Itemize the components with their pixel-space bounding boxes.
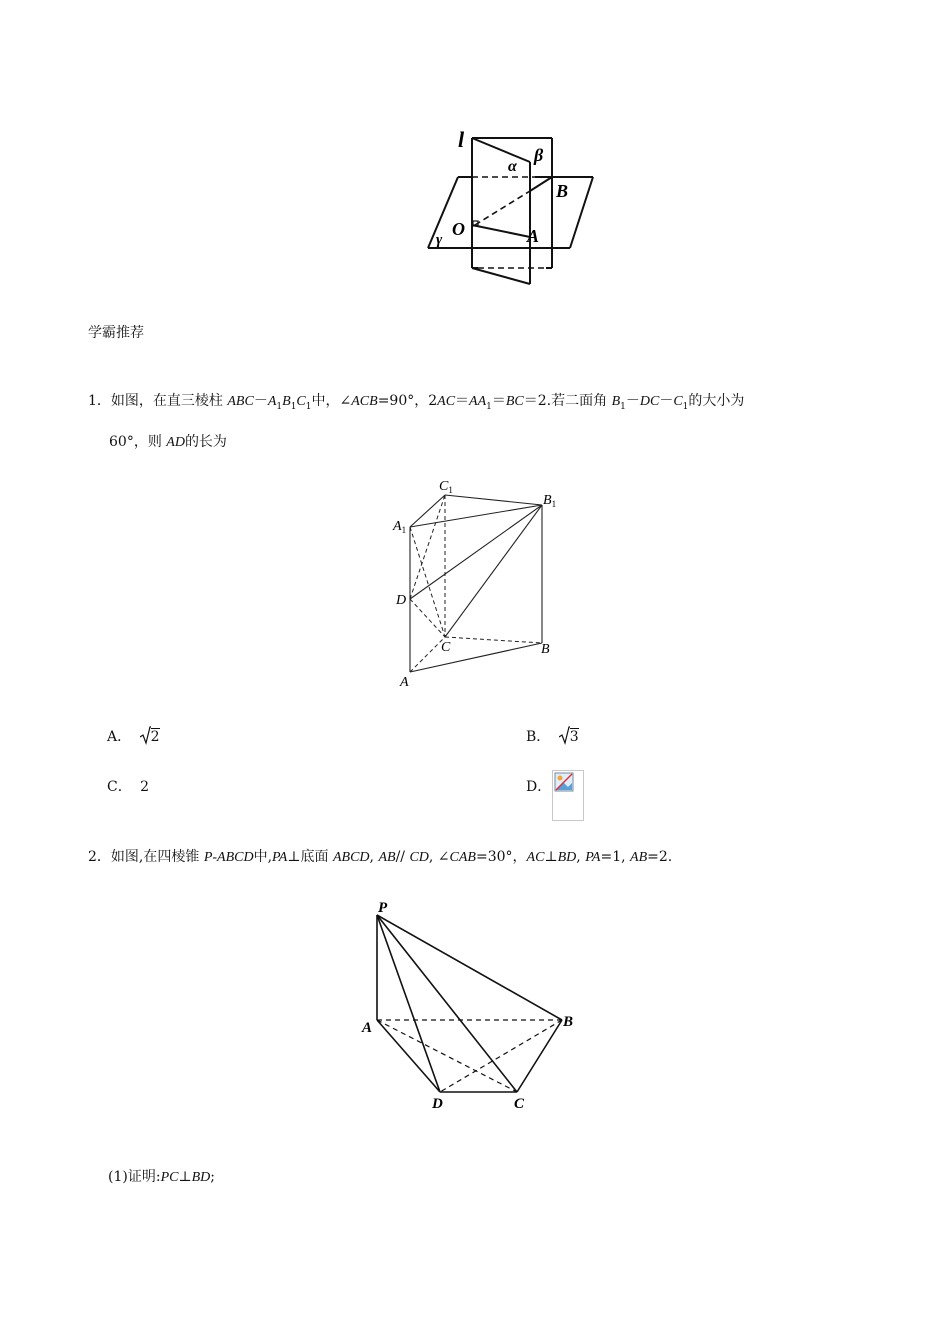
q1-text: 的长为 [184, 434, 227, 450]
q2-text: , ∠ [428, 849, 450, 865]
label-A: A [362, 1020, 373, 1036]
dash-DC [410, 599, 445, 637]
label-C1: $C_1$ [439, 479, 453, 495]
label-O: O [452, 219, 465, 239]
q2-math: PA [272, 850, 288, 865]
q1-option-b[interactable] [526, 725, 579, 747]
q2-text: 中, [253, 849, 273, 865]
dash-BD [440, 1020, 562, 1092]
q1-sub: 1 [276, 401, 283, 412]
q2-math: PC [160, 1170, 179, 1185]
q2-text: ⊥ [178, 1169, 192, 1185]
q2-text: =1, [600, 849, 631, 865]
q1-number: 1． [88, 393, 111, 409]
q2-text: ; [210, 1169, 216, 1185]
q2-number: 2． [88, 849, 111, 865]
q2-text: ⊥底面 [287, 849, 333, 865]
q1-math: ABC [227, 394, 254, 409]
q2-text: ⊥ [544, 849, 558, 865]
q2-math: AC [526, 850, 545, 865]
q1-math: BC [505, 394, 524, 409]
q1-line1 [88, 391, 744, 417]
q2-sub1-prefix: (1)证明: [108, 1169, 161, 1185]
q1-math: ACB [351, 394, 378, 409]
q2-text: 如图,在四棱锥 [110, 849, 204, 865]
label-beta: β [534, 145, 544, 165]
q1-option-c[interactable] [107, 777, 149, 797]
q2-sub1 [108, 1167, 215, 1188]
edge-PB [377, 915, 562, 1020]
broken-image-icon [554, 772, 574, 792]
label-A: A [400, 675, 409, 690]
q2-text: , [369, 849, 379, 865]
q2-math: CAB [449, 850, 476, 865]
edge-CB1 [445, 505, 542, 637]
edge-PC [377, 915, 517, 1092]
option-letter: D． [526, 779, 552, 795]
option-value: 2 [140, 779, 150, 795]
edge-AB [410, 643, 542, 672]
q1-math: AC [437, 394, 456, 409]
option-letter: B． [526, 729, 551, 745]
q1-math: AA [469, 394, 487, 409]
q1-math: A [267, 394, 277, 409]
label-B1: $B_1$ [543, 493, 557, 509]
q1-math: C [673, 394, 683, 409]
q1-text: － [659, 393, 674, 409]
q1-text: ＝ [491, 393, 506, 409]
q1-text: 的大小为 [688, 393, 745, 409]
q1-math: B [611, 394, 621, 409]
q2-text: // [395, 849, 410, 865]
q1-text: =90°，2 [377, 393, 438, 409]
sqrt-icon [140, 725, 151, 745]
label-P: P [378, 900, 388, 916]
q2-math: P-ABCD [203, 850, 254, 865]
q1-math: DC [639, 394, 660, 409]
edge-C1B1 [445, 495, 542, 505]
q2-math: BD [191, 1170, 211, 1185]
plane-alpha-bottom [472, 268, 530, 284]
q1-sub: 1 [682, 401, 689, 412]
label-B: B [541, 642, 550, 657]
q1-math: AD [166, 435, 185, 450]
label-l: l [458, 127, 465, 152]
label-C: C [514, 1096, 525, 1112]
broken-image-placeholder [552, 770, 584, 821]
q2-math: AB [378, 850, 396, 865]
dash-OB [475, 191, 530, 225]
q1-sub: 1 [290, 401, 297, 412]
label-alpha: α [508, 158, 517, 175]
q2-math: BD [557, 850, 577, 865]
edge-AD [377, 1020, 440, 1092]
q2-text: , [576, 849, 586, 865]
option-value: 2 [150, 729, 160, 745]
option-letter: C． [107, 779, 132, 795]
line-OA [472, 225, 530, 237]
label-D: D [432, 1096, 443, 1112]
edge-DB1 [410, 505, 542, 599]
dash-CB [445, 637, 542, 643]
pyramid-figure [360, 895, 590, 1115]
q1-text: ＝ [455, 393, 470, 409]
q2-text: =2. [647, 849, 673, 865]
plane-alpha-top [472, 138, 530, 162]
q2-line1 [88, 847, 672, 868]
q1-sub: 1 [486, 401, 492, 412]
q1-math: B [282, 394, 291, 409]
edge-CB [517, 1020, 562, 1092]
q1-line2 [109, 432, 227, 453]
label-B: B [563, 1014, 574, 1030]
q1-text: 中，∠ [311, 393, 352, 409]
sqrt-icon [559, 725, 570, 745]
edge-PD [377, 915, 440, 1092]
label-C: C [441, 640, 451, 655]
dash-AC [377, 1020, 517, 1092]
q1-text: － [253, 393, 268, 409]
planes-figure [420, 125, 600, 290]
label-gamma: γ [436, 232, 443, 248]
q2-math: ABCD [332, 850, 370, 865]
q1-option-a[interactable] [107, 725, 160, 747]
q1-option-d[interactable] [526, 777, 551, 797]
q1-math: C [296, 394, 306, 409]
section-heading: 学霸推荐 [88, 325, 144, 341]
q1-text: 如图，在直三棱柱 [110, 393, 228, 409]
q1-text: ＝2.若二面角 [523, 393, 612, 409]
q1-text: － [625, 393, 640, 409]
option-value: 3 [569, 729, 579, 745]
prism-figure [390, 475, 570, 690]
q2-math: CD [409, 850, 429, 865]
dash-AC [410, 637, 445, 672]
q2-text: =30°， [476, 849, 527, 865]
label-B: B [556, 181, 569, 201]
line-B-edge [530, 177, 552, 191]
label-A: A [527, 226, 540, 246]
q2-math: AB [630, 850, 648, 865]
q1-text: 60°，则 [109, 434, 167, 450]
q1-sub: 1 [620, 401, 626, 412]
option-letter: A． [107, 729, 132, 745]
plane-gamma-right [570, 177, 593, 248]
label-A1: $A_1$ [393, 519, 407, 535]
q2-math: PA [585, 850, 601, 865]
q1-sub: 1 [305, 401, 312, 412]
label-D: D [396, 593, 407, 608]
